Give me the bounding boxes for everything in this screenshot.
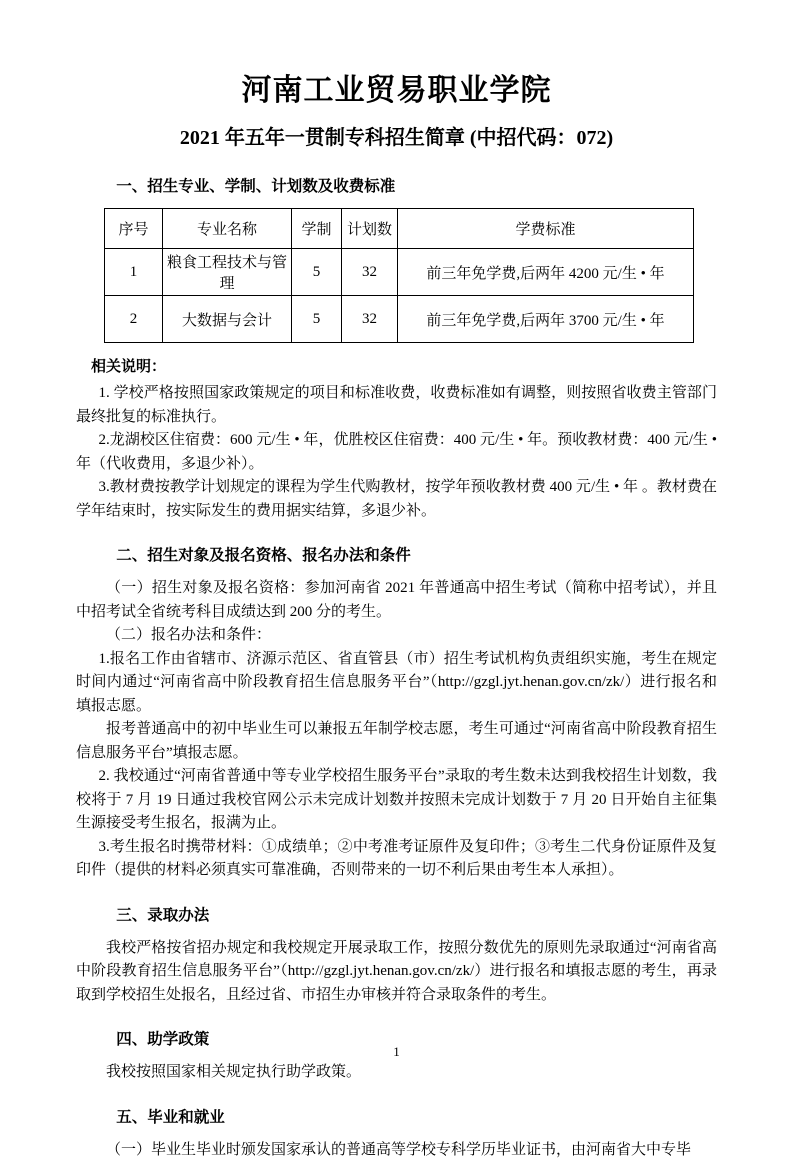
cell-major: 粮食工程技术与管理 [163, 249, 292, 296]
notes-heading: 相关说明： [76, 357, 717, 378]
note-paragraph: 2.龙湖校区住宿费：600 元/生 • 年，优胜校区住宿费：400 元/生 • 年。预收教材费：400 元/生 • 年（代收费用，多退少补）。 [76, 429, 717, 476]
section-5-heading: 五、毕业和就业 [76, 1107, 717, 1129]
note-paragraph: 1. 学校严格按照国家政策规定的项目和标准收费，收费标准如有调整，则按照省收费主管部门最终批复的标准执行。 [76, 382, 717, 429]
header-cell-tuition: 学费标准 [398, 209, 694, 249]
doc-title: 河南工业贸易职业学院 [76, 72, 717, 110]
paragraph: 我校严格按省招办规定和我校规定开展录取工作，按照分数优先的原则先录取通过“河南省高中阶段教育招生信息服务平台”（http://gzgl.jyt.henan.gov.cn/zk/）进行报名和填报志愿的考生，再录取到学校招生处报名，且经过省、市招生办审核并符合录取条件的考生。 [76, 937, 717, 1008]
paragraph: （二）报名办法和条件： [76, 624, 717, 648]
doc-subtitle: 2021 年五年一贯制专科招生简章 (中招代码：072) [76, 124, 717, 152]
section-3-heading: 三、录取办法 [76, 905, 717, 927]
table-header-row [105, 209, 694, 249]
cell-number: 2 [105, 296, 163, 343]
paragraph: 3.考生报名时携带材料：①成绩单；②中考准考证原件及复印件；③考生二代身份证原件及复印件（提供的材料必须真实可靠准确，否则带来的一切不利后果由考生本人承担）。 [76, 836, 717, 883]
cell-length: 5 [292, 249, 342, 296]
header-cell-major: 专业名称 [163, 209, 292, 249]
tuition-table [104, 208, 694, 343]
paragraph: 1.报名工作由省辖市、济源示范区、省直管县（市）招生考试机构负责组织实施，考生在规定时间内通过“河南省高中阶段教育招生信息服务平台”（http://gzgl.jyt.henan.gov.cn/zk/）进行报名和填报志愿。 [76, 648, 717, 719]
paragraph: （一）毕业生毕业时颁发国家承认的普通高等学校专科学历毕业证书，由河南省大中专毕 [76, 1139, 717, 1162]
paragraph: （一）招生对象及报名资格：参加河南省 2021 年普通高中招生考试（简称中招考试），并且中招考试全省统考科目成绩达到 200 分的考生。 [76, 577, 717, 624]
section-4-heading: 四、助学政策 [76, 1029, 717, 1051]
header-cell-length: 学制 [292, 209, 342, 249]
cell-plan: 32 [342, 249, 398, 296]
header-cell-plan: 计划数 [342, 209, 398, 249]
cell-plan: 32 [342, 296, 398, 343]
cell-length: 5 [292, 296, 342, 343]
section-1-heading: 一、招生专业、学制、计划数及收费标准 [76, 176, 717, 198]
note-paragraph: 3.教材费按教学计划规定的课程为学生代购教材，按学年预收教材费 400 元/生 • 年 。教材费在学年结束时，按实际发生的费用据实结算，多退少补。 [76, 476, 717, 523]
cell-tuition: 前三年免学费,后两年 3700 元/生 • 年 [398, 296, 694, 343]
section-2-heading: 二、招生对象及报名资格、报名办法和条件 [76, 545, 717, 567]
cell-major: 大数据与会计 [163, 296, 292, 343]
table-row [105, 249, 694, 296]
header-cell-number: 序号 [105, 209, 163, 249]
paragraph: 2. 我校通过“河南省普通中等专业学校招生服务平台”录取的考生数未达到我校招生计划数，我校将于 7 月 19 日通过我校官网公示未完成计划数并按照未完成计划数于 7 月 20 日开始自主征集生源接受考生报名，报满为止。 [76, 765, 717, 836]
cell-tuition: 前三年免学费,后两年 4200 元/生 • 年 [398, 249, 694, 296]
cell-number: 1 [105, 249, 163, 296]
table-row [105, 296, 694, 343]
paragraph: 报考普通高中的初中毕业生可以兼报五年制学校志愿，考生可通过“河南省高中阶段教育招生信息服务平台”填报志愿。 [76, 718, 717, 765]
paragraph: 我校按照国家相关规定执行助学政策。 [76, 1061, 717, 1085]
page-number: 1 [0, 1044, 793, 1060]
